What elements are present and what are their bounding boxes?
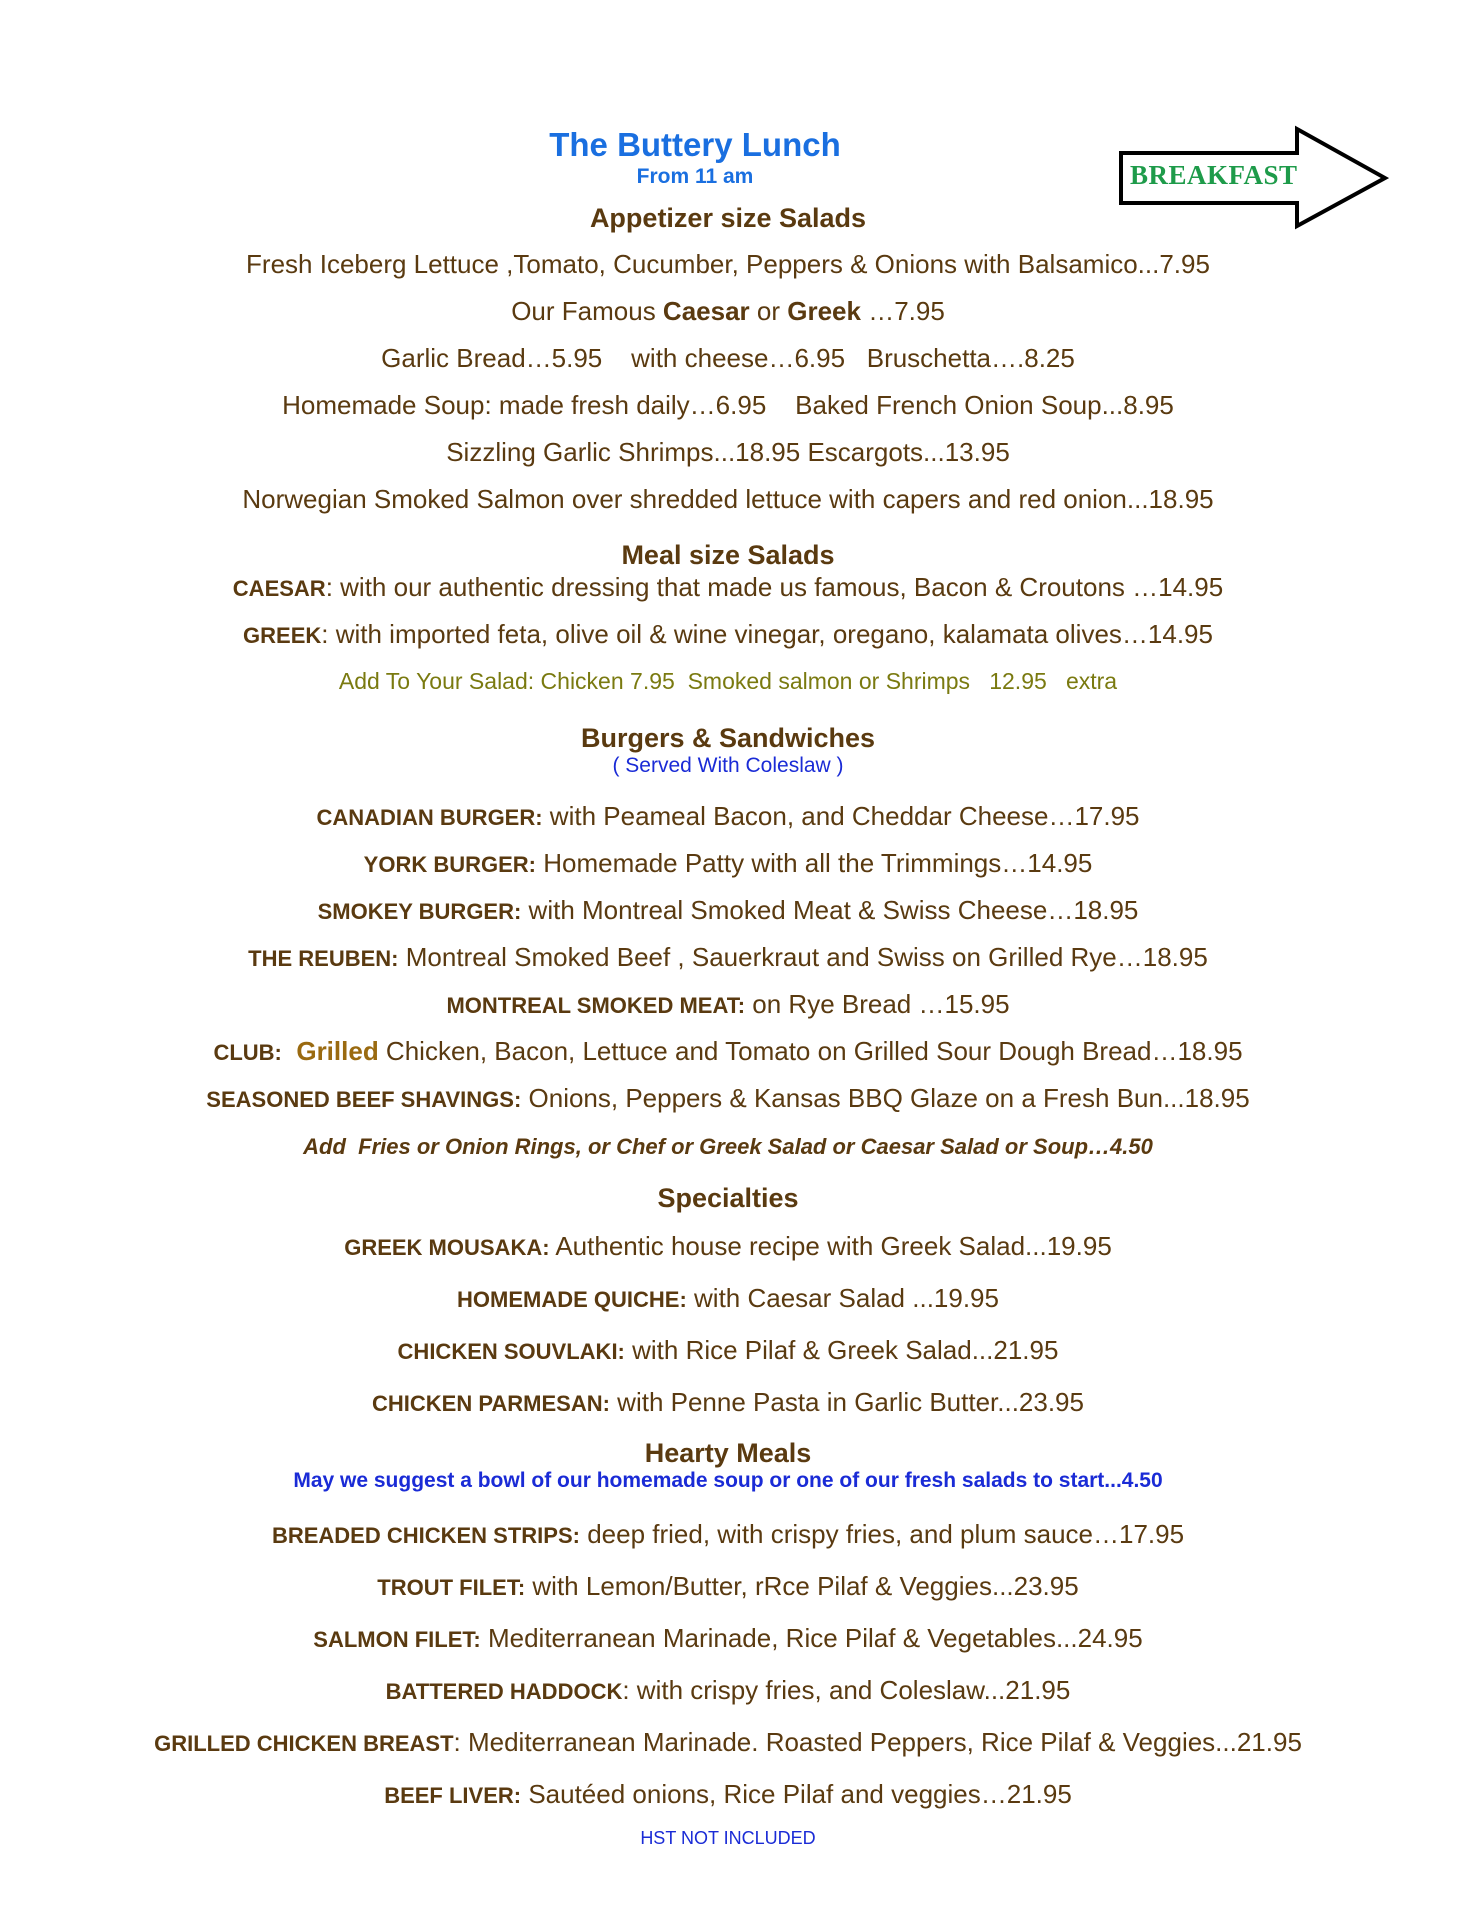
club-text: Chicken, Bacon, Lettuce and Tomato on Grilled Sour Dough Bread…18.95 xyxy=(378,1036,1243,1066)
hearty-label: BREADED CHICKEN STRIPS: xyxy=(271,1523,580,1548)
hearty-label: BATTERED HADDOCK xyxy=(385,1679,623,1704)
specialty-label: CHICKEN SOUVLAKI: xyxy=(397,1339,625,1364)
hearty-text: : with crispy fries, and Coleslaw...21.95 xyxy=(622,1675,1071,1705)
specialty-item xyxy=(0,1283,1456,1314)
specialty-item xyxy=(0,1335,1456,1366)
appetizer-line-6: Norwegian Smoked Salmon over shredded lettuce with capers and red onion...18.95 xyxy=(242,484,1214,514)
club-grilled: Grilled xyxy=(296,1036,379,1066)
specialty-text: with Penne Pasta in Garlic Butter...23.95 xyxy=(609,1387,1084,1417)
specialty-text: with Caesar Salad ...19.95 xyxy=(686,1283,999,1313)
hearty-suggestion: May we suggest a bowl of our homemade soup or one of our fresh salads to start...4.50 xyxy=(293,1469,1163,1492)
hearty-heading: Hearty Meals xyxy=(644,1438,812,1468)
beef-text: Onions, Peppers & Kansas BBQ Glaze on a Fresh Bun...18.95 xyxy=(521,1083,1250,1113)
caesar-label: CAESAR xyxy=(232,576,326,601)
burger-item xyxy=(0,895,1456,926)
hearty-item xyxy=(0,1727,1456,1758)
page-subtitle: From 11 am xyxy=(636,165,754,188)
appetizer-line-4: Homemade Soup: made fresh daily…6.95 Baked French Onion Soup...8.95 xyxy=(282,390,1174,420)
greek-bold: Greek xyxy=(787,296,861,326)
hearty-label: TROUT FILET: xyxy=(377,1575,526,1600)
hearty-item xyxy=(0,1519,1456,1550)
greek-text: : with imported feta, olive oil & wine vinegar, oregano, kalamata olives…14.95 xyxy=(321,619,1213,649)
burger-text: Homemade Patty with all the Trimmings…14.95 xyxy=(536,848,1093,878)
specialty-text: with Rice Pilaf & Greek Salad...21.95 xyxy=(624,1335,1059,1365)
appetizer-line-2 xyxy=(0,296,1456,327)
sides-note: Add Fries or Onion Rings, or Chef or Greek Salad or Caesar Salad or Soup…4.50 xyxy=(303,1134,1153,1159)
hearty-text: with Lemon/Butter, rRce Pilaf & Veggies...23.95 xyxy=(525,1571,1079,1601)
appetizer-line-5: Sizzling Garlic Shrimps...18.95 Escargots...13.95 xyxy=(446,437,1010,467)
hearty-label: GRILLED CHICKEN BREAST xyxy=(154,1731,454,1756)
club-label: CLUB: xyxy=(213,1040,282,1065)
hearty-text: Sautéed onions, Rice Pilaf and veggies…21.95 xyxy=(521,1779,1072,1809)
hearty-label: SALMON FILET: xyxy=(313,1627,481,1652)
meal-salads-heading: Meal size Salads xyxy=(621,540,835,570)
appetizer-line-3: Garlic Bread…5.95 with cheese…6.95 Bruschetta….8.25 xyxy=(381,343,1075,373)
burger-label: CANADIAN BURGER: xyxy=(316,805,543,830)
beef-label: SEASONED BEEF SHAVINGS: xyxy=(206,1087,522,1112)
specialty-item xyxy=(0,1231,1456,1262)
burger-label: YORK BURGER: xyxy=(363,852,536,877)
burger-text: with Montreal Smoked Meat & Swiss Cheese…18.95 xyxy=(521,895,1139,925)
specialty-label: CHICKEN PARMESAN: xyxy=(372,1391,610,1416)
burger-text: on Rye Bread …15.95 xyxy=(745,989,1010,1019)
burger-item xyxy=(0,989,1456,1020)
caesar-text: : with our authentic dressing that made us famous, Bacon & Croutons …14.95 xyxy=(325,572,1224,602)
specialties-heading: Specialties xyxy=(657,1183,799,1213)
salad-add-on: Add To Your Salad: Chicken 7.95 Smoked salmon or Shrimps 12.95 extra xyxy=(338,668,1118,694)
appetizer-line-2-post: …7.95 xyxy=(860,296,945,326)
breakfast-link[interactable]: BREAKFAST xyxy=(1130,160,1298,190)
page-title: The Buttery Lunch xyxy=(549,126,841,163)
burger-text: with Peameal Bacon, and Cheddar Cheese…17.95 xyxy=(542,801,1140,831)
specialty-item xyxy=(0,1387,1456,1418)
specialty-text: Authentic house recipe with Greek Salad...19.95 xyxy=(549,1231,1112,1261)
burger-label: SMOKEY BURGER: xyxy=(317,899,522,924)
burger-item xyxy=(0,801,1456,832)
hearty-item xyxy=(0,1623,1456,1654)
hearty-item xyxy=(0,1571,1456,1602)
greek-label: GREEK xyxy=(243,623,322,648)
hearty-text: : Mediterranean Marinade. Roasted Peppers, Rice Pilaf & Veggies...21.95 xyxy=(453,1727,1302,1757)
appetizer-line-2-mid: or xyxy=(749,296,788,326)
hearty-text: Mediterranean Marinade, Rice Pilaf & Vegetables...24.95 xyxy=(480,1623,1143,1653)
burger-label: THE REUBEN: xyxy=(248,946,399,971)
specialty-label: GREEK MOUSAKA: xyxy=(344,1235,550,1260)
hearty-item xyxy=(0,1675,1456,1706)
hearty-label: BEEF LIVER: xyxy=(384,1783,522,1808)
burgers-subheading: ( Served With Coleslaw ) xyxy=(612,754,844,777)
burger-label: MONTREAL SMOKED MEAT: xyxy=(446,993,746,1018)
appetizer-line-2-pre: Our Famous xyxy=(511,296,663,326)
meal-salad-greek xyxy=(0,619,1456,650)
caesar-bold: Caesar xyxy=(662,296,750,326)
burger-item xyxy=(0,942,1456,973)
appetizer-line-1: Fresh Iceberg Lettuce ,Tomato, Cucumber, Peppers & Onions with Balsamico...7.95 xyxy=(246,249,1210,279)
hearty-item xyxy=(0,1779,1456,1810)
burger-text: Montreal Smoked Beef , Sauerkraut and Swiss on Grilled Rye…18.95 xyxy=(398,942,1208,972)
club-item xyxy=(0,1036,1456,1067)
meal-salad-caesar xyxy=(0,572,1456,603)
beef-shavings-item xyxy=(0,1083,1456,1114)
appetizer-heading: Appetizer size Salads xyxy=(589,203,867,233)
burger-item xyxy=(0,848,1456,879)
hearty-text: deep fried, with crispy fries, and plum sauce…17.95 xyxy=(579,1519,1185,1549)
burgers-heading: Burgers & Sandwiches xyxy=(580,723,876,753)
specialty-label: HOMEMADE QUICHE: xyxy=(457,1287,687,1312)
tax-note: HST NOT INCLUDED xyxy=(640,1828,816,1848)
